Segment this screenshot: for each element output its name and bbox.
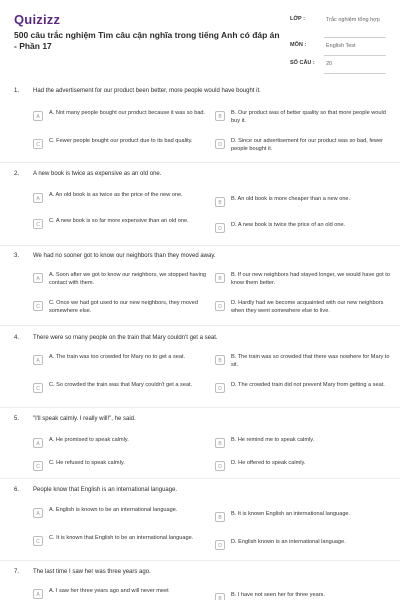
option-text: B. The train was so crowded that there was nowhere for Mary to sit.: [231, 354, 390, 368]
option-box[interactable]: A: [33, 273, 43, 283]
option-box[interactable]: C: [33, 461, 43, 471]
question-text: We had no sooner got to know our neighbors than they moved away.: [33, 253, 216, 259]
option-box[interactable]: A: [33, 111, 43, 121]
meta-class-value: Trắc nghiệm tổng hợp: [326, 17, 380, 23]
option-box[interactable]: B: [215, 355, 225, 365]
option-text: B. An old book is more cheaper than a new one.: [231, 196, 351, 202]
option-text: D. Since our advertisement for our product was so bad, fewer people bought it.: [231, 138, 384, 152]
meta-count-value: 20: [326, 61, 333, 67]
option-box[interactable]: D: [215, 540, 225, 550]
question-text: "I'll speak calmly. I really will!", he said.: [33, 416, 136, 422]
meta-subject-line: [324, 55, 386, 56]
option-text: B. Our product was of better quality so that more people would buy it.: [231, 110, 386, 124]
option-text: B. I have not seen her for three years.: [231, 592, 325, 598]
option-box[interactable]: A: [33, 438, 43, 448]
option-text: C. So crowded the train was that Mary couldn't get a seat.: [49, 382, 193, 388]
meta-class-label: LỚP :: [290, 16, 305, 22]
option-box[interactable]: B: [215, 273, 225, 283]
option-box[interactable]: B: [215, 438, 225, 448]
question-text: Had the advertisement for our product been better, more people would have bought it.: [33, 88, 261, 94]
question-text: The last time I saw her was three years ago.: [33, 569, 151, 575]
question-number: 3.: [14, 253, 20, 259]
option-text: C. He refused to speak calmly.: [49, 460, 125, 466]
option-text: A. Soon after we got to know our neighbors, we stopped having contact with them.: [49, 272, 207, 286]
question-divider: [0, 162, 400, 163]
meta-count-label: SỐ CÂU :: [290, 60, 315, 66]
option-text: D. English known is an international language.: [231, 539, 346, 545]
option-box[interactable]: D: [215, 301, 225, 311]
option-text: A. The train was too crowded for Mary no to get a seat.: [49, 354, 186, 360]
option-box[interactable]: C: [33, 139, 43, 149]
option-text: A. I saw her three years ago and will never meet: [49, 588, 169, 594]
option-box[interactable]: C: [33, 219, 43, 229]
question-number: 2.: [14, 171, 20, 177]
option-box[interactable]: C: [33, 536, 43, 546]
option-text: B. If our new neighbors had stayed longer, we would have got to know them better.: [231, 272, 390, 286]
option-text: A. He promised to speak calmly.: [49, 437, 129, 443]
option-text: D. A new book is twice the price of an old one.: [231, 222, 346, 228]
option-text: D. Hardly had we become acquainted with our new neighbors when they went somewhere else to live.: [231, 300, 384, 314]
option-box[interactable]: B: [215, 512, 225, 522]
worksheet-meta: [290, 14, 390, 76]
question-number: 5.: [14, 416, 20, 422]
question-divider: [0, 560, 400, 561]
worksheet-title: 500 câu trắc nghiệm Tìm câu cận nghĩa trong tiếng Anh có đáp án - Phần 17: [14, 30, 280, 51]
option-text: D. The crowded train did not prevent Mary from getting a seat.: [231, 382, 385, 388]
option-text: B. He remind me to speak calmly.: [231, 437, 315, 443]
option-text: A. English is known to be an international language.: [49, 507, 178, 513]
question-number: 7.: [14, 569, 20, 575]
option-box[interactable]: A: [33, 508, 43, 518]
question-divider: [0, 325, 400, 326]
question-number: 6.: [14, 487, 20, 493]
option-box[interactable]: C: [33, 301, 43, 311]
meta-count-line: [324, 73, 386, 74]
question-divider: [0, 245, 400, 246]
meta-subject-label: MÔN :: [290, 42, 307, 48]
meta-count-row: [290, 58, 390, 76]
option-box[interactable]: B: [215, 111, 225, 121]
question-divider: [0, 478, 400, 479]
question-number: 4.: [14, 335, 20, 341]
question-text: A new book is twice as expensive as an old one.: [33, 171, 162, 177]
question-number: 1.: [14, 88, 20, 94]
option-text: D. He offered to speak calmly.: [231, 460, 306, 466]
option-text: C. It is known that English to be an international language.: [49, 535, 194, 541]
option-text: B. It is known English an international language.: [231, 511, 351, 517]
meta-class-line: [324, 37, 386, 38]
option-text: C. A new book is so far more expensive than an old one.: [49, 218, 189, 224]
option-box[interactable]: A: [33, 355, 43, 365]
option-box[interactable]: A: [33, 193, 43, 203]
question-text: There were so many people on the train that Mary couldn't get a seat.: [33, 335, 218, 341]
option-box[interactable]: B: [215, 593, 225, 600]
option-box[interactable]: D: [215, 383, 225, 393]
meta-class-row: [290, 14, 390, 40]
option-box[interactable]: D: [215, 223, 225, 233]
option-box[interactable]: D: [215, 139, 225, 149]
option-box[interactable]: B: [215, 197, 225, 207]
option-box[interactable]: D: [215, 461, 225, 471]
option-box[interactable]: C: [33, 383, 43, 393]
option-text: A. An old book is as twice as the price of the new one.: [49, 192, 183, 198]
meta-subject-value: English Test: [326, 43, 356, 49]
quizizz-logo[interactable]: Quizizz: [14, 12, 61, 27]
question-divider: [0, 407, 400, 408]
option-text: C. Fewer people bought our product due to its bad quality.: [49, 138, 193, 144]
option-text: A. Not many people bought our product because it was so bad.: [49, 110, 206, 116]
option-text: C. Once we had got used to our new neighbors, they moved somewhere else.: [49, 300, 198, 314]
meta-subject-row: [290, 40, 390, 58]
question-text: People know that English is an international language.: [33, 487, 178, 493]
option-box[interactable]: A: [33, 589, 43, 599]
worksheet-header: [0, 0, 400, 78]
